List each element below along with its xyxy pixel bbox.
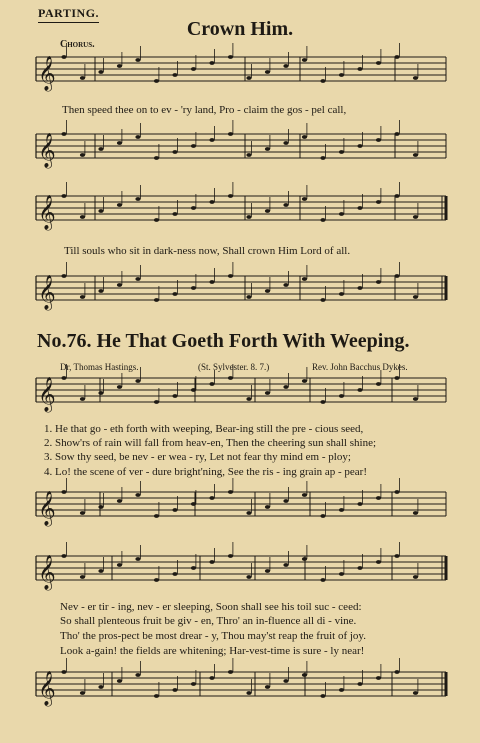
- verse-4-line-b: Look a-gain! the fields are whitening; Har-vest-time is sure - ly near!: [60, 645, 365, 657]
- svg-text:𝄞: 𝄞: [38, 555, 56, 590]
- verse-1-line-b: Nev - er tir - ing, nev - er sleeping, Soon shall see his toil suc - ceed:: [60, 601, 362, 613]
- svg-text:𝄞: 𝄞: [38, 377, 56, 412]
- svg-text:𝄞: 𝄞: [38, 133, 56, 168]
- svg-text:𝄞: 𝄞: [38, 671, 56, 706]
- song2-author: Dr, Thomas Hastings.: [60, 362, 139, 372]
- chorus-label: Chorus.: [60, 39, 95, 50]
- verse-3-line-a: 3. Sow thy seed, be nev - er wea - ry, Let not fear thy mind em - ploy;: [44, 451, 351, 463]
- verse-2-line-a: 2. Show'rs of rain will fall from heav-en, Then the cheering sun shall shine;: [44, 437, 377, 449]
- section-label: PARTING.: [38, 6, 100, 20]
- verse-1-line-a: 1. He that go - eth forth with weeping, Bear-ing still the pre - cious seed,: [44, 423, 364, 435]
- svg-text:𝄞: 𝄞: [38, 195, 56, 230]
- svg-text:𝄞: 𝄞: [38, 491, 56, 526]
- verse-4-line-a: 4. Lo! the scene of ver - dure bright'ning, See the ris - ing grain ap - pear!: [44, 466, 368, 478]
- song2-tune: (St. Sylvester. 8. 7.): [198, 362, 270, 372]
- song2-number-title: No.76. He That Goeth Forth With Weeping.: [37, 330, 410, 352]
- song1-lyric-line-1: Then speed thee on to ev - 'ry land, Pro - claim the gos - pel call,: [62, 104, 347, 116]
- svg-text:𝄞: 𝄞: [38, 275, 56, 310]
- song1-lyric-line-2: Till souls who sit in dark-ness now, Shall crown Him Lord of all.: [64, 245, 351, 257]
- verse-2-line-b: So shall plenteous fruit be giv - en, Thro' an in-fluence all di - vine.: [60, 615, 357, 627]
- verse-3-line-b: Tho' the pros-pect be most drear - y, Thou may'st reap the fruit of joy.: [60, 630, 366, 642]
- song-title-crown-him: Crown Him.: [186, 18, 294, 40]
- svg-text:𝄞: 𝄞: [38, 56, 56, 91]
- song2-composer: Rev. John Bacchus Dykes.: [312, 362, 408, 372]
